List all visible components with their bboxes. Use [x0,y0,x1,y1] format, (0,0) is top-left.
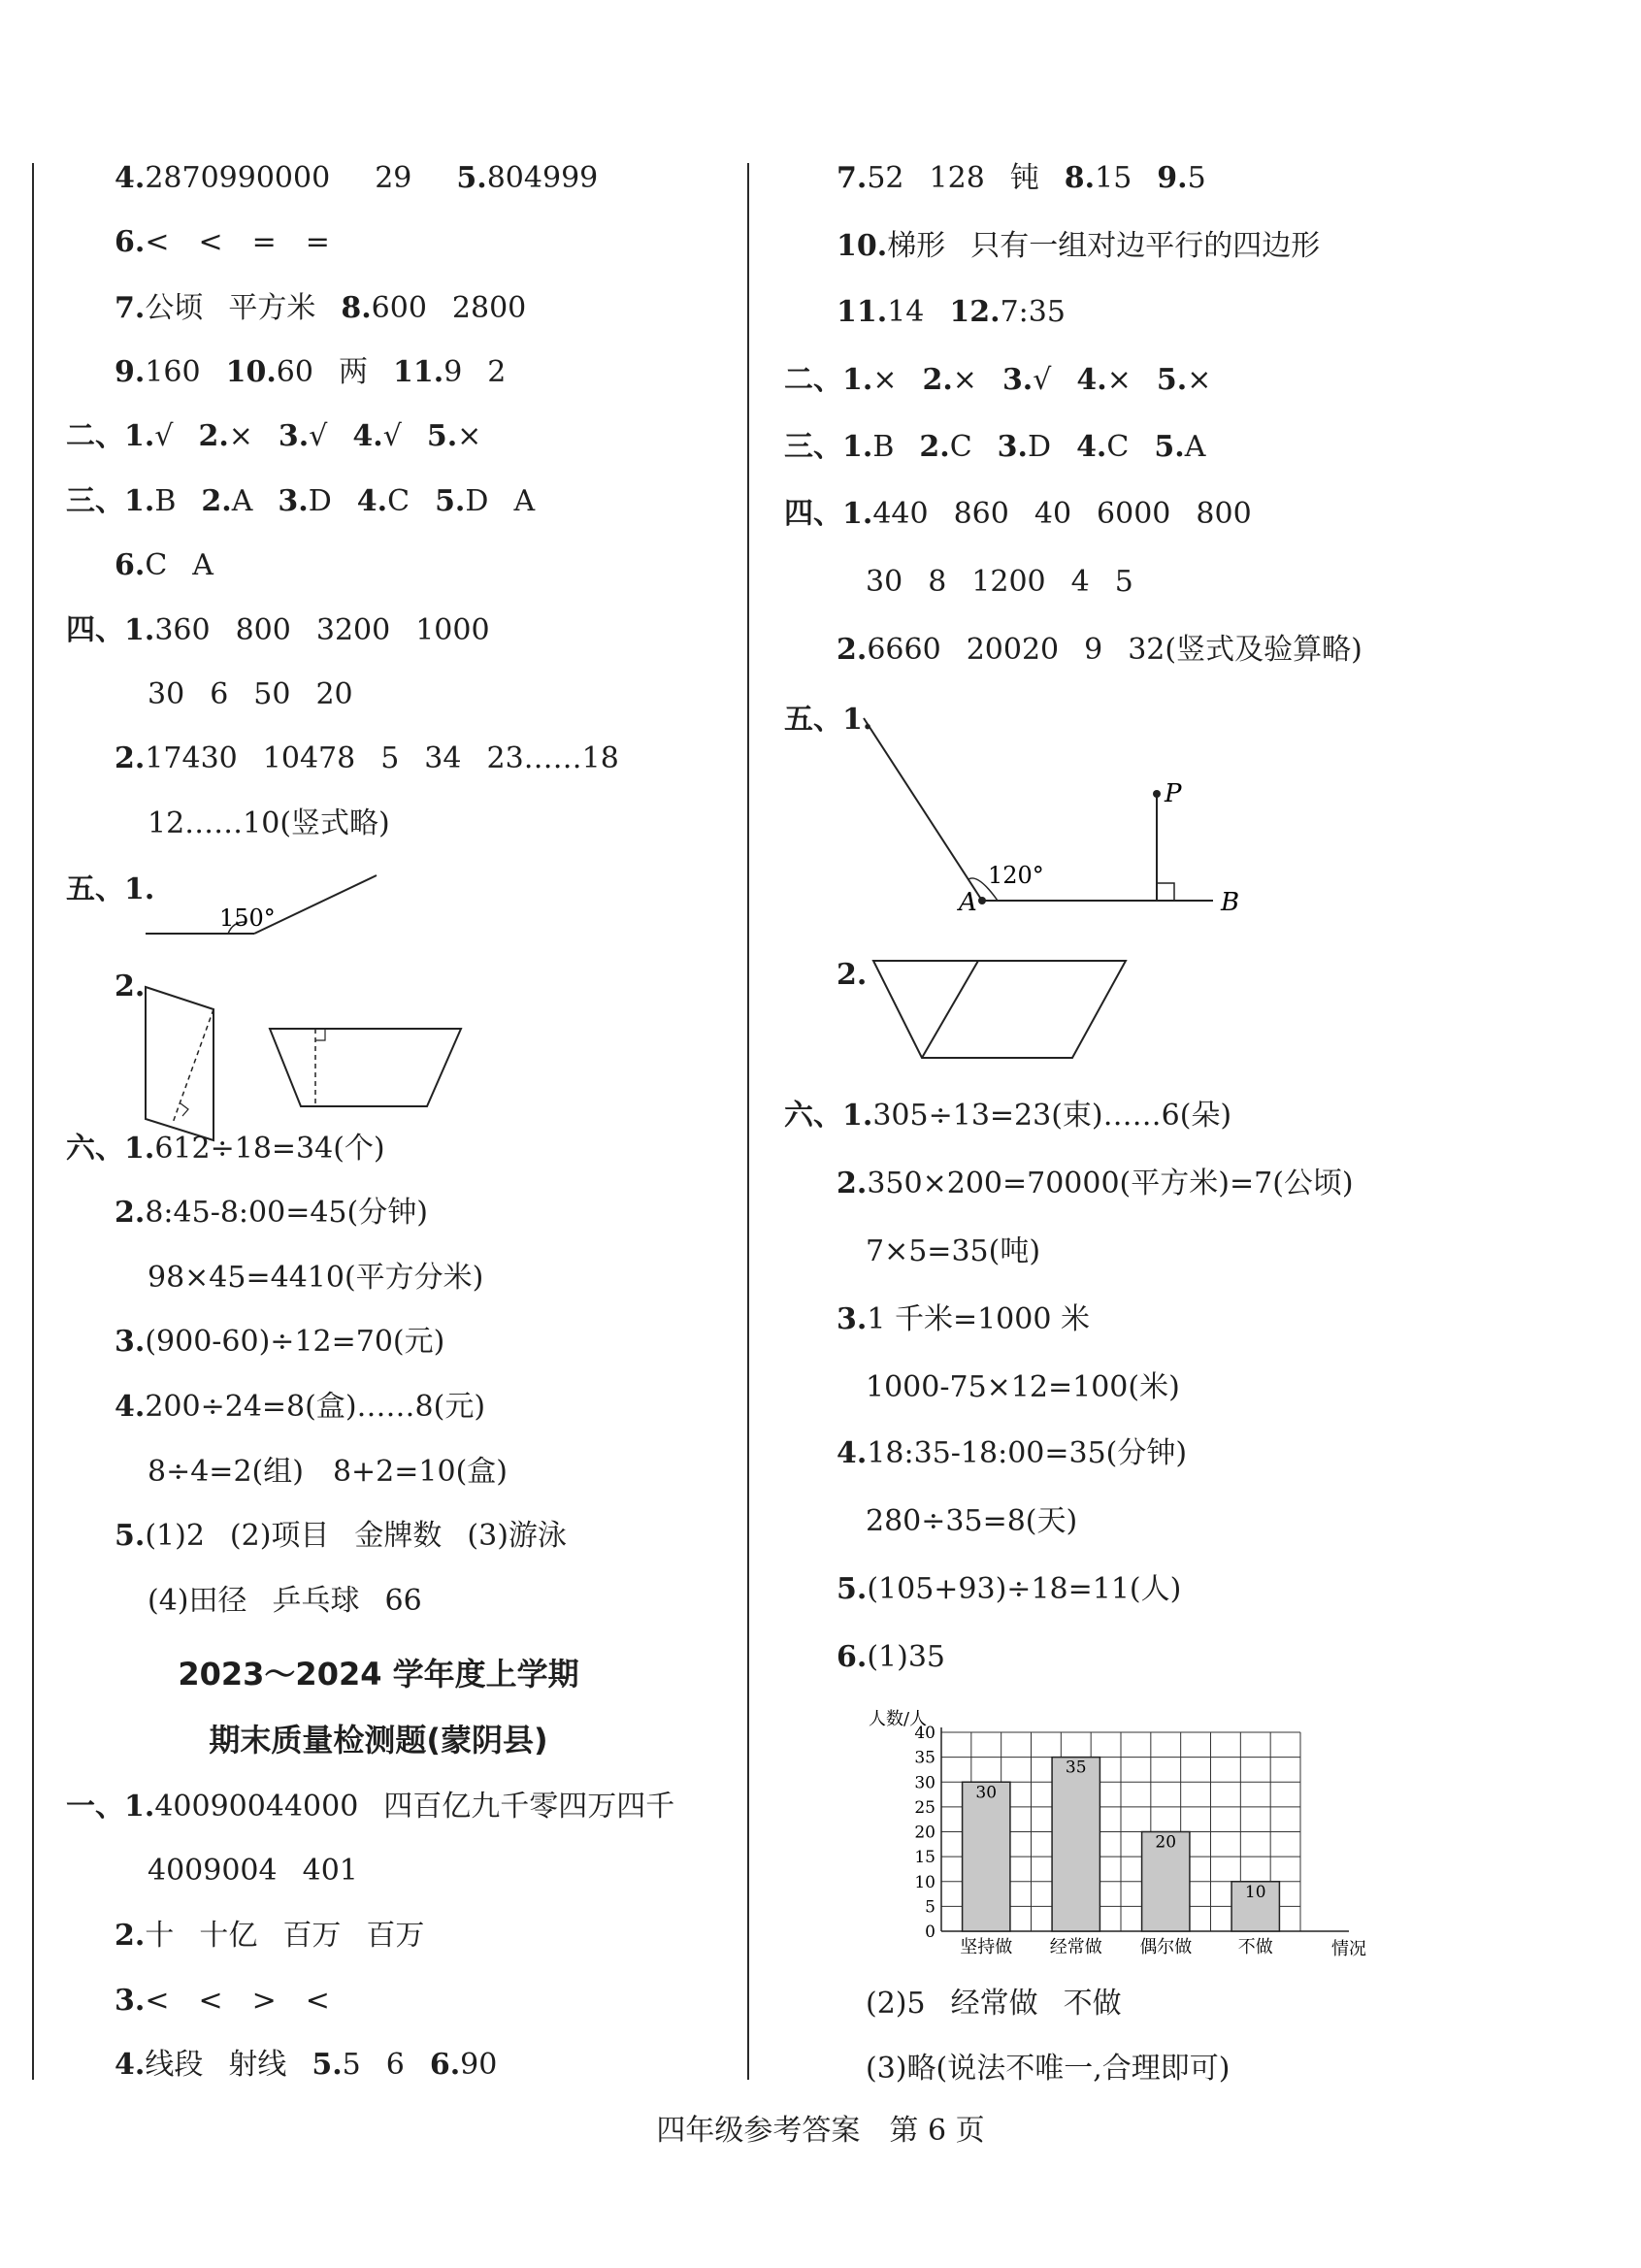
right-row-6: 四、1.440 860 40 6000 800 [784,497,1252,531]
left-row-19: 8÷4=2(组) 8+2=10(盒) [148,1455,508,1489]
left-row-7: 6.C A [115,548,213,582]
x-tick-label: 不做 [1237,1937,1273,1957]
right-row-18: 5.(105+93)÷18=11(人) [837,1572,1182,1606]
left-row-3: 7.公顷 平方米 8.600 2800 [115,291,527,325]
x-tick-label: 坚持做 [960,1937,1013,1957]
right-row-16: 4.18:35-18:00=35(分钟) [837,1436,1188,1470]
x-axis-label: 情况 [1331,1939,1366,1959]
left-row-4: 9.160 10.60 两 11.9 2 [115,355,507,389]
right-row-1: 7.52 128 钝 8.15 9.5 [837,161,1206,195]
trapezoid-split-figure [864,951,1135,1068]
left-row-9: 30 6 50 20 [148,677,353,711]
left-row-17: 3.(900-60)÷12=70(元) [115,1325,445,1359]
angle-120-label: 120° [988,862,1044,889]
parallelogram-shape [146,987,213,1140]
y-tick-label: 25 [914,1797,935,1818]
left-row-2: 6.< < = = [115,225,330,259]
right-row-7: 30 8 1200 4 5 [866,565,1133,599]
parallelogram-height [173,1009,213,1123]
left-row-22: 一、1.40090044000 四百亿九千零四万四千 [66,1790,675,1824]
right-row-4: 二、1.× 2.× 3.√ 4.× 5.× [784,363,1212,397]
section-title-1: 2023～2024 学年度上学期 [178,1656,579,1693]
angle-120-figure [854,708,1262,922]
right-row-5: 三、1.B 2.C 3.D 4.C 5.A [784,430,1206,464]
right-row-11: 六、1.305÷13=23(束)……6(朵) [784,1099,1232,1133]
y-tick-label: 30 [914,1773,935,1793]
left-row-18: 4.200÷24=8(盒)……8(元) [115,1390,486,1424]
left-row-26: 4.线段 射线 5.5 6 6.90 [115,2048,498,2082]
column-divider [747,163,749,2080]
left-row-23: 4009004 401 [148,1854,358,1888]
right-row-10-label: 2. [837,958,868,992]
left-row-10: 2.17430 10478 5 34 23……18 [115,741,619,775]
left-margin-line [32,163,34,2080]
bar-data-label: 35 [1065,1758,1087,1778]
y-tick-label: 10 [914,1872,935,1892]
left-row-24: 2.十 十亿 百万 百万 [115,1919,425,1953]
page-footer: 四年级参考答案 第 6 页 [656,2114,985,2148]
left-row-5: 二、1.√ 2.× 3.√ 4.√ 5.× [66,419,482,453]
right-row-14: 3.1 千米=1000 米 [837,1302,1090,1336]
left-row-14: 六、1.612÷18=34(个) [66,1132,385,1166]
left-row-15: 2.8:45-8:00=45(分钟) [115,1196,428,1230]
right-row-17: 280÷35=8(天) [866,1504,1078,1538]
angle-150-label: 150° [219,904,276,932]
x-tick-label: 经常做 [1049,1937,1102,1957]
left-row-1: 4.2870990000 29 5.804999 [115,161,599,195]
right-row-2: 10.梯形 只有一组对边平行的四边形 [837,229,1321,263]
y-tick-label: 15 [914,1848,935,1868]
left-row-8: 四、1.360 800 3200 1000 [66,613,490,647]
left-row-20: 5.(1)2 (2)项目 金牌数 (3)游泳 [115,1519,567,1553]
right-row-21: (3)略(说法不唯一,合理即可) [866,2052,1231,2086]
right-row-20: (2)5 经常做 不做 [866,1987,1122,2021]
right-row-8: 2.6660 20020 9 32(竖式及验算略) [837,633,1362,667]
y-tick-label: 0 [925,1923,935,1942]
y-tick-label: 35 [914,1748,935,1768]
section-title-2: 期末质量检测题(蒙阴县) [209,1722,548,1759]
y-tick-label: 40 [914,1724,935,1743]
trapezoid-shape [270,1029,461,1106]
y-tick-label: 5 [925,1897,935,1918]
y-tick-label: 20 [914,1823,935,1843]
bar-1 [963,1782,1010,1931]
point-b-label: B [1221,888,1240,917]
angle-150-figure [136,864,388,941]
left-row-6: 三、1.B 2.A 3.D 4.C 5.D A [66,484,536,518]
left-row-12-label: 五、1. [66,872,155,906]
left-row-13-label: 2. [115,970,146,1003]
x-tick-label: 偶尔做 [1139,1937,1193,1957]
left-row-11: 12……10(竖式略) [148,806,390,840]
bar-chart [854,1693,1397,1965]
y-axis-label: 人数/人 [869,1709,928,1729]
left-row-25: 3.< < > < [115,1984,330,2018]
right-row-19: 6.(1)35 [837,1640,945,1674]
left-row-16: 98×45=4410(平方分米) [148,1261,484,1295]
bar-data-label: 30 [975,1783,998,1803]
left-row-21: (4)田径 乒乓球 66 [148,1584,422,1618]
point-p-label: P [1165,779,1182,808]
bar-data-label: 10 [1244,1882,1266,1902]
right-row-9-label: 五、1. [784,703,873,737]
right-row-12: 2.350×200=70000(平方米)=7(公顷) [837,1167,1354,1200]
right-row-15: 1000-75×12=100(米) [866,1370,1180,1404]
point-a-label: A [959,888,977,917]
bar-2 [1052,1758,1099,1931]
bar-data-label: 20 [1155,1832,1177,1853]
right-row-13: 7×5=35(吨) [866,1234,1041,1268]
parallelogram-trapezoid-figures [136,975,476,1150]
right-row-3: 11.14 12.7:35 [837,295,1066,329]
